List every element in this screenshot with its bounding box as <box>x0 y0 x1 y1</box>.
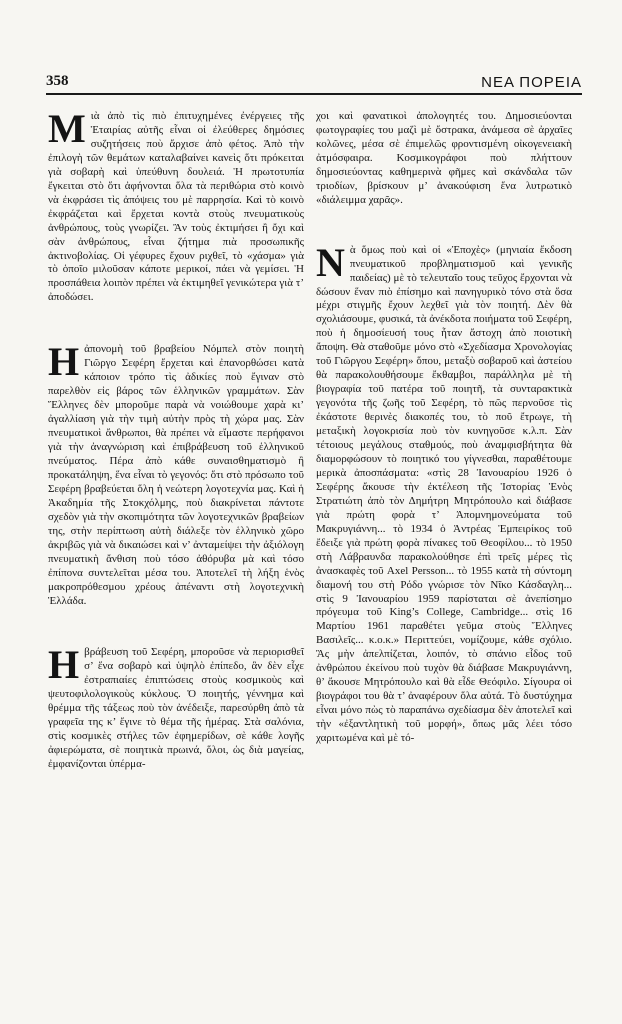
paragraph-society-debates <box>48 106 304 305</box>
paragraph-text: ιὰ ἀπὸ τὶς πιὸ ἐπιτυχημένες ἐνέργειες τῆς Ἑταιρίας αὐτῆς εἶναι οἱ ἐλεύθερες δημόσιες συζητήσεις ποὺ ἄρχισε ἀπὸ φέτος. Ἀπὸ τὴν ἐπιλογὴ τῶν θεμάτων καταλαβαίνει κανεὶς ὅτι πρόκειται γιὰ σοβαρὴ καὶ ὑπεύθυνη δουλειά. Ἡ πρωτοτυπία ἔγκειται στὸ ὅτι ἀφήνονται ὅλα τὰ περιθώρια στὸ κοινὸ νὰ ἐκφράσει τὶς ἀπόψεις του μὲ παρρησία. Καὶ τὸ κοινὸ ἐκφράζεται καὶ ἔρχεται κοντὰ στοὺς πνευματικοὺς ἀνθρώπους, τοὺς γνωρίζει. Ἂν τοὺς ἐκτιμήσει ἢ ὄχι καὶ σὰν ἀνθρώπους, εἶναι ζήτημα πιὰ προσωπικῆς ἀκτινοβολίας. Οἱ γέφυρες ἔχουν ριχθεῖ, τὸ «χάσμα» γιὰ τὸ ὁποῖο μιλοῦσαν κάποτε μερικοί, πάει νὰ γεμίσει. Ἡ προσπάθεια λοιπὸν πρέπει νὰ ἐκτιμηθεῖ γενικώτερα γιὰ τ’ ἀποδώσει. <box>48 110 304 304</box>
page-number: 358 <box>46 73 69 89</box>
paragraph-award-effects <box>48 642 304 772</box>
paragraph-text: ὰ ὅμως ποὺ καὶ οἱ «Ἐποχὲς» (μηνιαία ἔκδοση πνευματικοῦ προβληματισμοῦ καὶ γενικῆς παιδείας) μὲ τὸ τελευταῖο τους τεῦχος ἔρχονται νὰ δώσουν ἕναν πιὸ ἐπίσημο καὶ πανηγυρικὸ τόνο στὰ ὅσα μέχρι στιγμῆς ἔχουν λεχθεῖ γιὰ τὸν ποιητή. Δὲν θὰ σχολιάσουμε, φυσικά, τὰ ἀνέκδοτα ποιήματα τοῦ Σεφέρη, ποὺ ἡ δημοσίευσή τους ἦταν ἄστοχη ἀπὸ ποιοτικὴ ἄποψη. Θὰ σταθοῦμε μόνο στὸ «Σχεδίασμα Χρονολογίας τοῦ Γιῶργου Σεφέρη» ὅπου, μεταξὺ σοβαροῦ καὶ ἀστείου θὰ παρακολουθήσουμε ἔκθαμβοι, παράλληλα μὲ τὴ βιογραφία τοῦ πατέρα τοῦ ποιητῆ, τὰ συνταρακτικὰ γεγονότα τῆς ζωῆς τοῦ Σεφέρη, τὸ πῶς περνοῦσε τὶς ἐκάστοτε θερινὲς διακοπές του, τὸ ποῦ ἔτρωγε, τὴ μεταξικὴ λογοκρισία ποὺ τὸν κυνηγοῦσε κ.λ.π. Σὰν τέτοιους μεγάλους σταθμούς, ποὺ ἀναμφισβήτητα θὰ διαμορφώσουν τὸ ποιητικό του γίγνεσθαι, παραθέτουμε μερικὰ ἀποσπάσματα: «στὶς 28 Ἰανουαρίου 1926 ὁ Σεφέρης ἄκουσε τὴν ἐκτέλεση τῆς Ἱστορίας Ἑνὸς Στρατιώτη ἀπὸ τὸν Δημήτρη Μητρόπουλο καὶ διάβασε γιὰ πρώτη φορὰ τ’ Ἀπομνημονεύματα τοῦ Μακρυγιάννη... τὸ 1934 ὁ Ἀντρέας Ἐμπειρίκος τοῦ ἔδειξε γιὰ πρώτη φορὰ πίνακες τοῦ Θεοφίλου... τὸ 1950 στὴ Λάβραυνδα παρακολούθησε ἐπὶ τρεῖς μέρες τὶς ἀνασκαφὲς τοῦ Axel Persson... τὸ 1955 κατὰ τὴ σύντομη διαμονή του στὴ Ρόδο γνώρισε τὸν Νῖκο Κάσδαγλη... στὶς 9 Ἰανουαρίου 1959 παρίσταται σὲ ἀνεπίσημο πρόγευμα τοῦ King’s College, Cambridge... στὶς 16 Μαρτίου 1961 παραθέτει γεῦμα στοὺς Ἕλληνες Βασιλεῖς... κ.ο.κ.» Περιττεύει, νομίζουμε, κάθε σχόλιο. Ἂς μὴν ἀπελπίζεται, λοιπόν, τὸ σπάνιο εἶδος τοῦ ἀνθρώπου ἐκείνου ποὺ τυχὸν θὰ διάβασε Μακρυγιάννη, θ’ ἄκουσε Μητρόπουλο καὶ θὰ εἶδε Θεόφιλο. Σίγουρα οἱ βιογράφοι του θὰ τ’ ἀναφέρουν ὅλα αὐτά. Τὸ δυστύχημα εἶναι μόνο πὼς τὸ παραπάνω σχεδίασμα δὲν ἀποτελεῖ καὶ τὴν «ἐξαντλητικὴ τοῦ μορφή», ὅπως μᾶς λέει τόσο χαριτωμένα καὶ μὲ τό- <box>316 243 572 745</box>
paragraph-epoches-chronology <box>316 239 572 746</box>
drop-cap: H <box>48 642 80 688</box>
paragraph-text: ἀπονομὴ τοῦ βραβείου Νόμπελ στὸν ποιητὴ Γιῶργο Σεφέρη ἔρχεται καὶ ἐπανορθώσει κατὰ κάποιον τρόπο τὶς ἀδικίες ποὺ ἔγιναν στὸ παρελθὸν εἰς βάρος τῶν ἑλληνικῶν γραμμάτων. Σὰν Ἕλληνες δὲν μποροῦμε παρὰ νὰ νοιώθουμε χαρὰ κι’ ἀγαλλίαση γιὰ τὴν τιμὴ αὐτὴν πρὸς τὴ χώρα μας. Σὰν πνευματικοὶ ἄνθρωποι, θὰ πρέπει νὰ εἴμαστε περήφανοι γιὰ τὴν ἀναγνώριση καὶ ἐπιβράβευση τοῦ ἑλληνικοῦ πνεύματος. Πέρα ἀπὸ κάθε συναισθηματισμὸ ἢ προκατάληψη, ἕνα εἶναι τὸ γεγονός: ὅτι στὸ πρόσωπο τοῦ Σεφέρη βραβεύεται ὅλη ἡ νεώτερη λογοτεχνία μας. Καὶ ἡ Ἀκαδημία τῆς Στοκχόλμης, ποὺ διακρίνεται πάντοτε σχεδὸν γιὰ τὴν σκοπιμότητα τῶν λογοτεχνικῶν βραβείων της, στὴν περίπτωση αὐτὴ διάλεξε τὸν ἑλληνικὸ χῶρο ἀκριβῶς γιὰ νὰ δικαιώσει καὶ ν’ ἀνταμείψει τὴν ἀξιόλογη πνευματικὴ ἄνθιση ποὺ τόσο ἀθόρυβα μὰ καὶ τόσο ἐπίπονα συντελεῖται μέσα του. Ἀποτελεῖ τὴ λήξη ἑνὸς μακροπρόθεσμου χρέους ἀπέναντι στὴ λογοτεχνικὴ Ἑλλάδα. <box>48 343 304 607</box>
paragraph-text: βράβευση τοῦ Σεφέρη, μποροῦσε νὰ περιορισθεῖ σ’ ἕνα σοβαρὸ καὶ ὑψηλὸ ἐπίπεδο, ἂν δὲν εἶχε ἐστραπιαίες ἐπιπτώσεις στοὺς κοσμικοὺς καὶ ψευτοφιλολογικοὺς κύκλους. Ὁ ποιητής, γέννημα καὶ θρέμμα τῆς τάξεως ποὺ τὸν ἀνέδειξε, παρεσύρθη ἀπὸ τὰ γραφεῖα της κ’ ἔγινε τὸ θέμα τῆς ἡμέρας. Στὰ σαλόνια, στὶς κοσμικὲς στήλες τῶν ἐφημερίδων, σὲ κάθε λογῆς ἀφιερώματα, σὲ ποιητικὰ πρωινά, ὅλοι, ὡς διὰ μαγείας, ἐμφανίζονται ὑπέρμα- <box>48 646 304 771</box>
paragraph-text: χοι καὶ φανατικοὶ ἀπολογητές του. Δημοσιεύονται φωτογραφίες του μαζὶ μὲ ὄστρακα, ἀνάμεσα σὲ ἀρχαῖες κολῶνες, μέσα σὲ ἐπιμελῶς φροντισμένη οἰκογενειακὴ ἀτμόσφαιρα. Κοσμικογράφοι ποὺ πλήττουν δημοσιεύοντας καθημερινὰ φῆμες καὶ σκάνδαλα τῶν τριοδίων, βρίσκουν μ’ ἀνακούφιση ἕνα λυτρωτικὸ «διάλειμμα χαρᾶς». <box>316 110 572 206</box>
paragraph-nobel-prize <box>48 339 304 608</box>
drop-cap: N <box>316 239 345 285</box>
drop-cap: H <box>48 339 80 385</box>
left-column <box>48 106 304 772</box>
page-header <box>46 71 582 95</box>
right-column <box>316 110 572 746</box>
paragraph-continuation <box>316 110 572 208</box>
drop-cap: M <box>48 106 86 151</box>
running-title: ΝΕΑ ΠΟΡΕΙΑ <box>481 74 582 91</box>
